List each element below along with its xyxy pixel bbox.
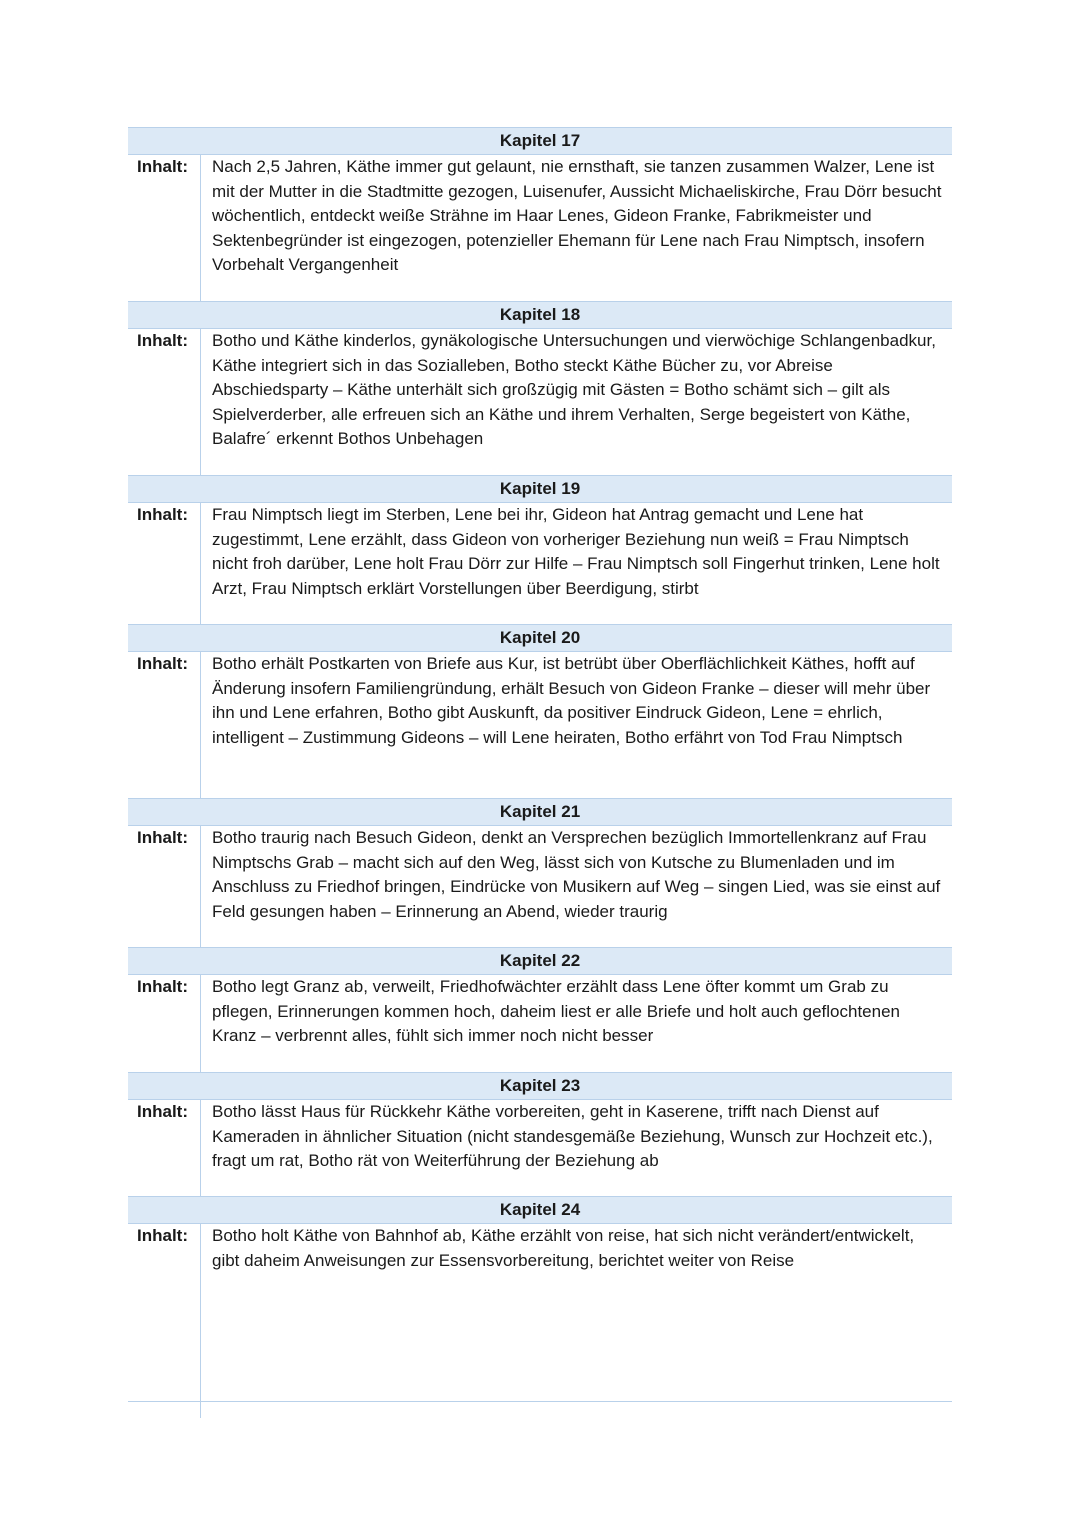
content-label: Inhalt:: [128, 155, 201, 301]
content-label: Inhalt:: [128, 826, 201, 947]
chapter-summary-table: [128, 127, 952, 1418]
chapter-heading: Kapitel 24: [128, 1196, 952, 1224]
chapter-23: [128, 1072, 952, 1196]
chapter-heading: Kapitel 20: [128, 624, 952, 652]
chapter-summary-text: Botho traurig nach Besuch Gideon, denkt an Versprechen bezüglich Immortellenkranz auf Frau Nimptschs Grab – macht sich auf den Weg, lässt sich von Kutsche zu Blumenladen und im Anschluss zu Friedhof bringen, Eindrücke von Musikern auf Weg – singen Lied, was sie einst auf Feld gesungen haben – Erinnerung an Abend, wieder traurig: [212, 828, 941, 921]
chapter-summary-text: Botho und Käthe kinderlos, gynäkologische Untersuchungen und vierwöchige Schlangenbadkur, Käthe integriert sich in das Sozialleben, Botho steckt Käthe Bücher zu, vor Abreise Abschiedsparty – Käthe unterhält sich großzügig mit Gästen = Botho schämt sich – gilt als Spielverderber, alle erfreuen sich an Käthe und ihrem Verhalten, Serge begeistert von Käthe, Balafre´ erkennt Bothos Unbehagen: [212, 331, 936, 448]
chapter-heading: Kapitel 18: [128, 301, 952, 329]
chapter-heading: Kapitel 21: [128, 798, 952, 826]
chapter-summary-text: Botho lässt Haus für Rückkehr Käthe vorbereiten, geht in Kaserene, trifft nach Dienst auf Kameraden in ähnlicher Situation (nicht standesgemäße Beziehung, Wunsch zur Hochzeit etc.), fragt um rat, Botho rät von Weiterführung der Beziehung ab: [212, 1102, 933, 1170]
chapter-17: [128, 127, 952, 301]
chapter-heading: Kapitel 17: [128, 127, 952, 155]
chapter-24: [128, 1196, 952, 1418]
chapter-summary-text: Nach 2,5 Jahren, Käthe immer gut gelaunt, nie ernsthaft, sie tanzen zusammen Walzer, Lene ist mit der Mutter in die Stadtmitte gezogen, Luisenufer, Aussicht Michaeliskirche, Frau Dörr besucht wöchentlich, entdeckt weiße Strähne im Haar Lenes, Gideon Franke, Fabrikmeister und Sektenbegründer ist eingezogen, potenzieller Ehemann für Lene nach Frau Nimptsch, insofern Vorbehalt Vergangenheit: [212, 157, 942, 274]
chapter-summary-text: Botho holt Käthe von Bahnhof ab, Käthe erzählt von reise, hat sich nicht verändert/entwickelt, gibt daheim Anweisungen zur Essensvorbereitung, berichtet weiter von Reise: [212, 1226, 915, 1270]
chapter-summary-text: Frau Nimptsch liegt im Sterben, Lene bei ihr, Gideon hat Antrag gemacht und Lene hat zugestimmt, Lene erzählt, dass Gideon von vorheriger Beziehung nun weiß = Frau Nimptsch nicht froh darüber, Lene holt Frau Dörr zur Hilfe – Frau Nimptsch soll Fingerhut trinken, Lene holt Arzt, Frau Nimptsch erklärt Vorstellungen über Beerdigung, stirbt: [212, 505, 940, 598]
chapter-20: [128, 624, 952, 798]
chapter-21: [128, 798, 952, 947]
content-label: Inhalt:: [128, 1100, 201, 1196]
chapter-heading: Kapitel 23: [128, 1072, 952, 1100]
content-label: Inhalt:: [128, 503, 201, 624]
content-label: Inhalt:: [128, 652, 201, 798]
content-label: Inhalt:: [128, 1224, 201, 1418]
chapter-body: [128, 155, 952, 301]
chapter-heading: Kapitel 19: [128, 475, 952, 503]
chapter-body: [128, 652, 952, 798]
chapter-22: [128, 947, 952, 1072]
chapter-summary-text: Botho erhält Postkarten von Briefe aus Kur, ist betrübt über Oberflächlichkeit Käthes, hofft auf Änderung insofern Familiengründung, erhält Besuch von Gideon Franke – dieser will mehr über ihn und Lene erfahren, Botho gibt Auskunft, da positiver Eindruck Gideon, Lene = ehrlich, intelligent – Zustimmung Gideons – will Lene heiraten, Botho erfährt von Tod Frau Nimptsch: [212, 654, 931, 747]
chapter-body: [128, 1224, 952, 1418]
table-bottom-rule: [128, 1401, 952, 1402]
content-label: Inhalt:: [128, 329, 201, 475]
chapter-heading: Kapitel 22: [128, 947, 952, 975]
chapter-body: [128, 329, 952, 475]
chapter-body: [128, 1100, 952, 1196]
chapter-body: [128, 975, 952, 1072]
chapter-19: [128, 475, 952, 624]
chapter-body: [128, 826, 952, 947]
chapter-body: [128, 503, 952, 624]
chapter-summary-text: Botho legt Granz ab, verweilt, Friedhofwächter erzählt dass Lene öfter kommt um Grab zu pflegen, Erinnerungen kommen hoch, daheim liest er alle Briefe und holt auch geflochtenen Kranz – verbrennt alles, fühlt sich immer noch nicht besser: [212, 977, 900, 1045]
content-label: Inhalt:: [128, 975, 201, 1072]
chapter-18: [128, 301, 952, 475]
